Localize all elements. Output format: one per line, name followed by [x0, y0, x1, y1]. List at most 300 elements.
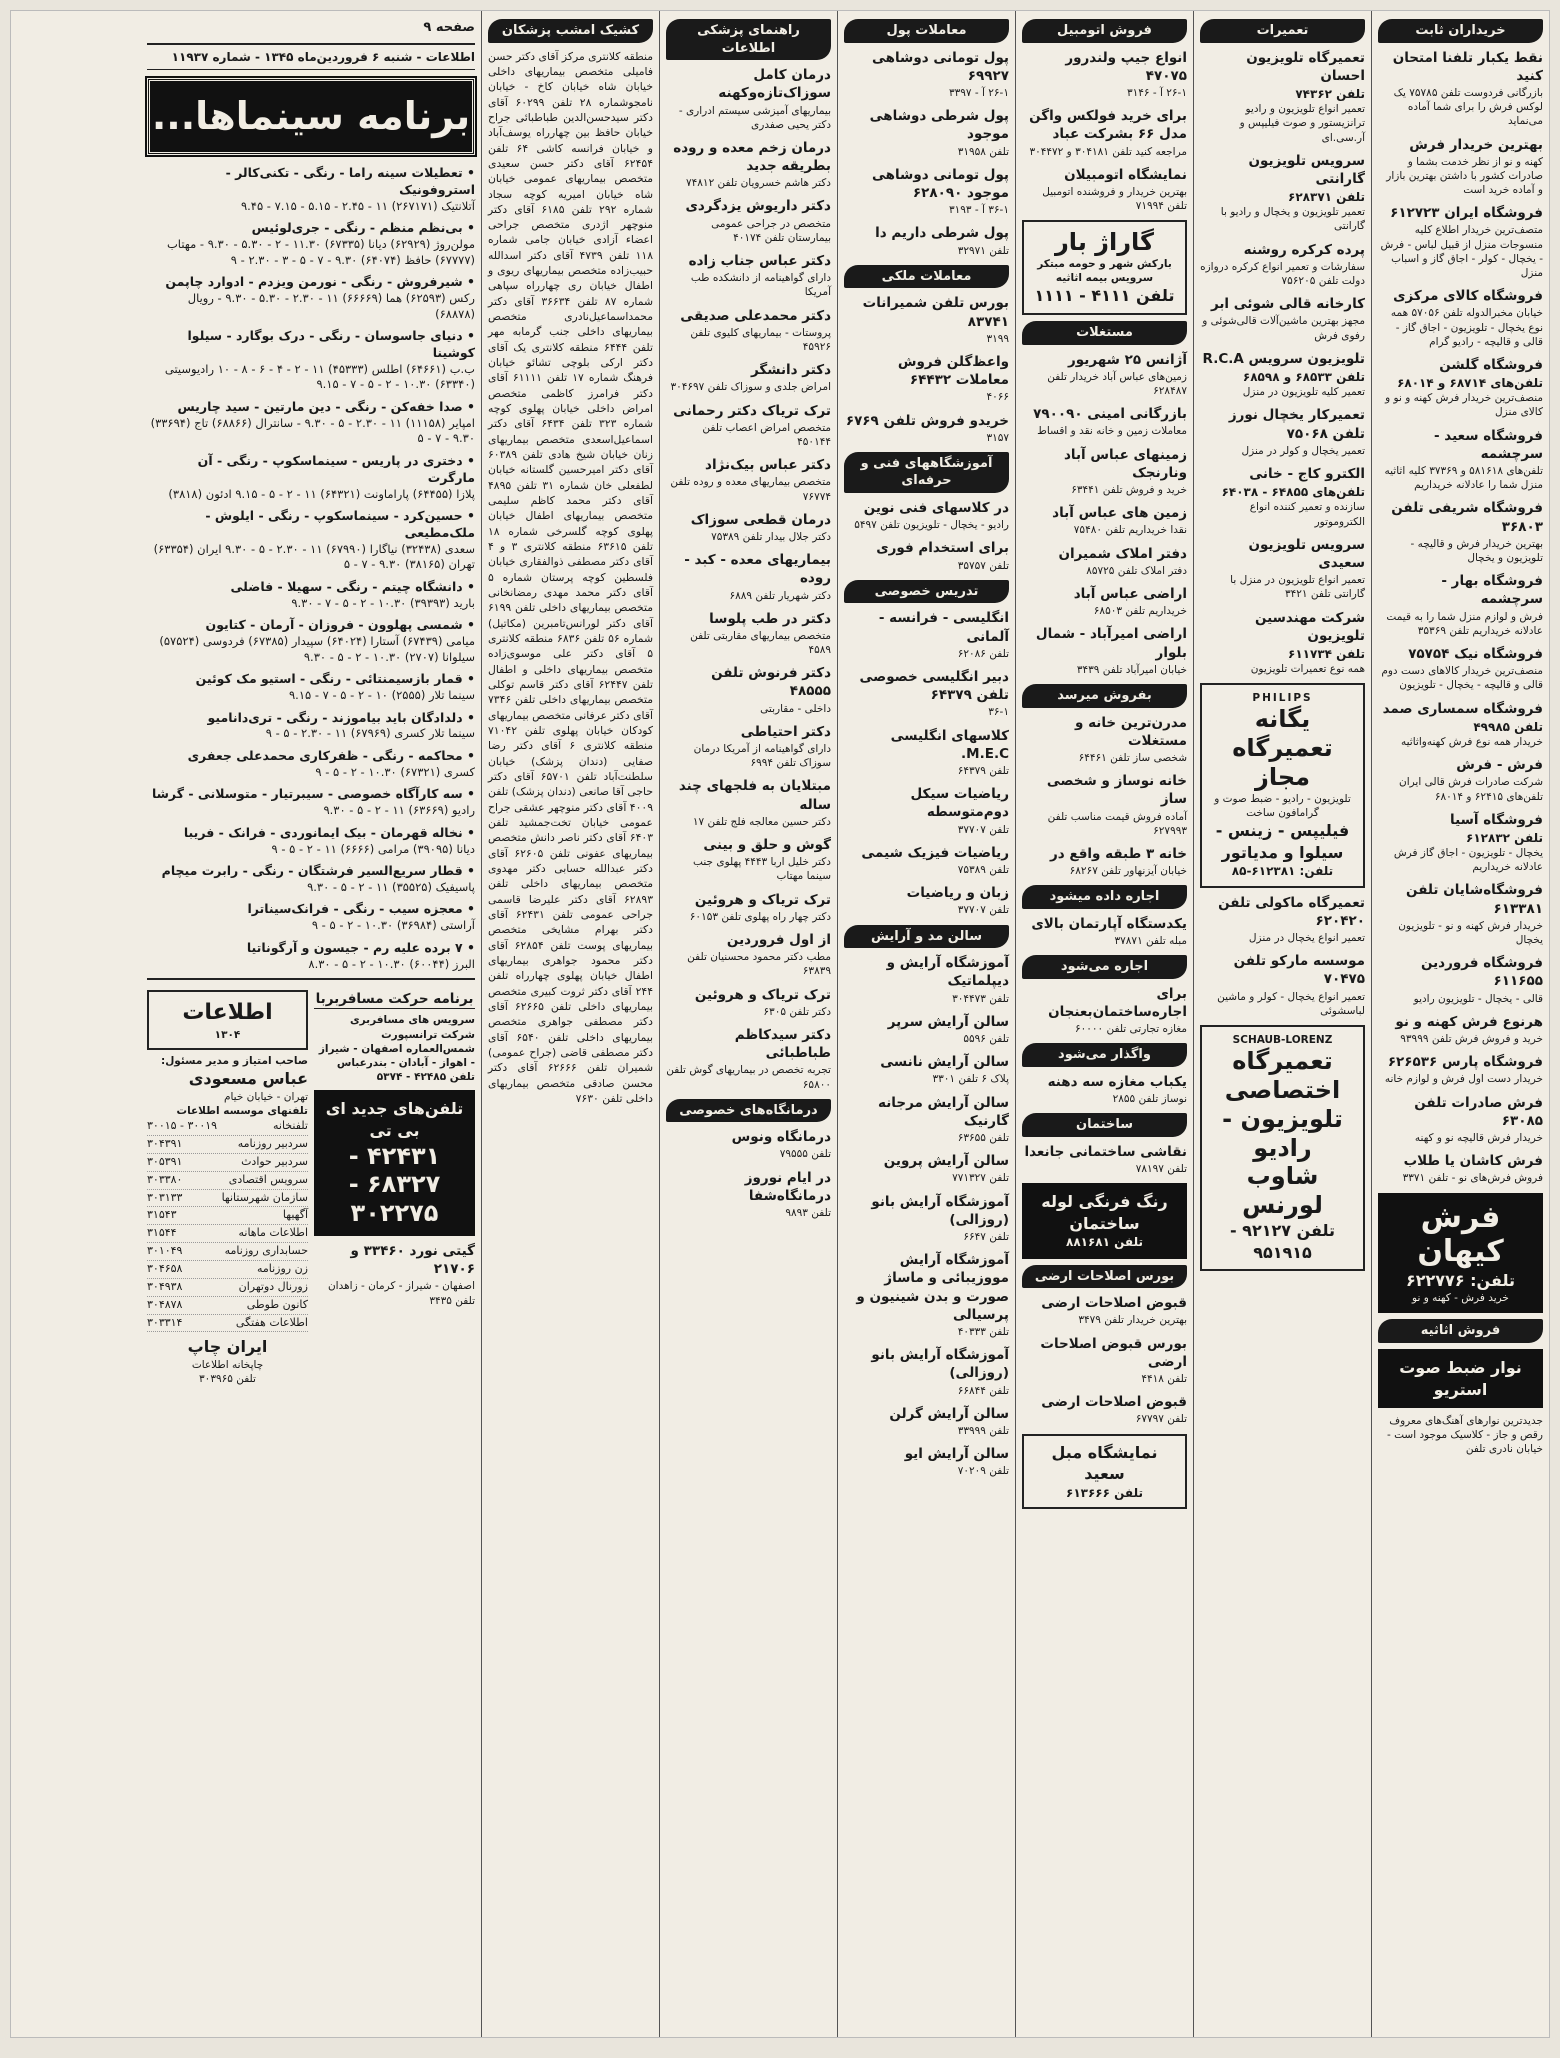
page-number: صفحه ۹	[423, 20, 475, 35]
classified-entry	[1378, 756, 1543, 804]
entry-body: پروستات - بیماریهای کلیوی تلفن ۴۵۹۲۶	[690, 326, 831, 353]
entry-title: دبیر انگلیسی خصوصی تلفن ۶۴۳۷۹	[859, 668, 1009, 704]
entry-title: بورس تلفن شمیرانات ۸۳۷۴۱	[862, 295, 1009, 330]
entry-body: بهترین خریدار فرش و قالیچه - تلویزیون و یخچال	[1410, 537, 1543, 565]
entry-title: یکدستگاه آپارتمان بالای	[1031, 915, 1187, 932]
brand-logo: SCHAUB-LORENZ	[1232, 1033, 1333, 1046]
staff-row	[147, 1172, 308, 1190]
staff-role: اطلاعات ماهانه	[238, 1226, 308, 1240]
entry-body: شرکت صادرات فرش قالی ایران تلفن‌های ۶۲۴۱۵ و ۶۸۰۱۴	[1399, 776, 1543, 803]
entry-title: آموزشگاه آرایش بانو (روزالی)	[871, 1347, 1009, 1382]
entry-body: مغازه تجارتی تلفن ۶۰۰۰۰	[1074, 1023, 1187, 1036]
movie-listing	[147, 710, 475, 742]
classified-entry	[666, 1169, 831, 1221]
page-header	[147, 17, 475, 45]
newspaper-page	[10, 10, 1550, 2038]
entry-title: سالن آرایش پروین	[883, 1153, 1009, 1170]
entry-body: تلفن ۷۹۵۵۵	[779, 1148, 831, 1161]
staff-role: حسابداری روزنامه	[224, 1244, 308, 1258]
staff-role: تلفنخانه	[273, 1119, 308, 1133]
entry-tel: تلفن‌های ۶۸۷۱۴ و ۶۸۰۱۴	[1397, 376, 1543, 391]
entry-body: مراجعه کنید تلفن ۳۰۴۱۸۱ و ۳۰۴۴۷۲	[1029, 145, 1187, 158]
movie-listing	[147, 940, 475, 972]
entry-title: زبان و ریاضیات	[906, 885, 1009, 902]
movie-showtimes: سینما تلار (۲۵۵۵) ۱۰ - ۲ - ۵ - ۷ - ۹.۱۵	[288, 688, 475, 703]
entry-title: نقاشی ساختمانی جانعدا	[1024, 1143, 1187, 1160]
column-5	[659, 11, 837, 2037]
owner-name: عباس مسعودی	[188, 1069, 308, 1089]
entry-body: دکتر شهریار تلفن ۶۸۸۹	[729, 589, 831, 602]
movie-title: • دنیای جاسوسان - رنگی - درک بوگارد - سیلوا کوشینا	[147, 328, 475, 362]
entry-title: فروشگاه سمساری صمد	[1382, 700, 1543, 717]
entry-title: دکتر عباس بیک‌نژاد	[705, 457, 831, 474]
entry-body: دکتر حسین معالجه فلج تلفن ۱۷	[692, 815, 831, 828]
entry-title: درمانگاه ونوس	[731, 1129, 831, 1146]
section-banner: اجاره داده میشود	[1022, 885, 1187, 909]
staff-tel: ۳۰۴۸۷۸	[147, 1297, 183, 1311]
entry-body: خریدار فرش کهنه و نو - تلویزیون یخچال	[1398, 919, 1543, 947]
entry-title: درمان کامل سوزاک‌تازه‌وکهنه	[718, 67, 831, 102]
classified-entry	[666, 252, 831, 300]
classified-entry	[666, 66, 831, 132]
staff-tel: ۳۰۰۱۹ - ۳۰۰۱۵	[147, 1119, 218, 1133]
classified-entry	[1378, 572, 1543, 638]
entry-title: خریدو فروش تلفن ۶۷۶۹	[845, 412, 1009, 429]
staff-tel: ۳۰۱۰۴۹	[147, 1244, 183, 1258]
movie-title: • سه کارآگاه خصوصی - سیبرتیار - متوسلانی - گرشا	[147, 786, 475, 803]
ad-tel: تلفن ۸۸۱۶۸۱	[1066, 1235, 1143, 1250]
classified-entry	[844, 166, 1009, 218]
movie-showtimes: آراستی (۳۶۹۸۴) ۱۰.۳۰ - ۲ - ۵ - ۹	[311, 918, 475, 933]
classified-entry	[1378, 1013, 1543, 1046]
logo-text: اطلاعات	[182, 1000, 273, 1026]
classified-list	[844, 499, 1009, 573]
entry-body: دفتر املاک تلفن ۸۵۷۲۵	[1086, 564, 1187, 577]
classified-entry	[1022, 545, 1187, 578]
entry-body: تلفن‌های ۵۸۱۶۱۸ و ۳۷۳۶۹ کلیه اثاثیه منزل شما را عادلانه خریداریم	[1384, 465, 1543, 492]
travel-section	[314, 986, 475, 1386]
entry-body: خریداریم تلفن ۶۸۵۰۳	[1093, 605, 1187, 618]
staff-tel: ۳۰۳۳۸۰	[147, 1172, 183, 1186]
classified-list	[1022, 915, 1187, 948]
entry-title: درمان قطعی سوزاک	[690, 511, 831, 528]
entry-body: تلفن ۶۷۷۹۷	[1135, 1413, 1187, 1426]
entry-title: اراضی عباس آباد	[1073, 585, 1187, 602]
classified-entry	[1200, 465, 1365, 529]
entry-body: متصف‌ترین خریدار اطلاع کلیه منسوجات منزل از قبیل لباس - فرش - یخچال - کولر - اجاق گاز و اسباب منزل	[1380, 224, 1543, 279]
entry-title: برای استخدام فوری	[876, 540, 1009, 557]
entry-body: ۳۱۵۷	[986, 431, 1009, 444]
entry-title: فروشگاه گلشن	[1439, 356, 1543, 373]
classified-entry	[1022, 1143, 1187, 1176]
movie-title: • شمسی پهلوون - فروزان - آرمان - کتایون	[147, 617, 475, 634]
classified-entry	[844, 224, 1009, 257]
entry-title: هرنوع فرش کهنه و نو	[1395, 1013, 1543, 1030]
staff-row	[147, 1261, 308, 1279]
entry-title: دکتر احتیاطی	[740, 723, 831, 740]
entry-body: داخلی - مقاربتی	[760, 702, 831, 715]
entry-title: قبوض اصلاحات ارضی	[1041, 1394, 1187, 1411]
entry-title: دکتر داریوش یزدگردی	[685, 198, 831, 215]
movie-title: • محاکمه - رنگی - ظفر‌کاری محمدعلی جعفری	[147, 748, 475, 765]
entry-body: نقدا خریداریم تلفن ۷۵۴۸۰	[1073, 524, 1187, 537]
entry-body: کهنه و نو از نظر خدمت بشما و صادرات کشور با داشتن بهترین بازار و آماده خرید است	[1386, 155, 1543, 197]
entry-body: تلفن ۴۰۳۳۳	[957, 1325, 1009, 1338]
section-banner: فروش اتومبیل	[1022, 19, 1187, 43]
classified-entry	[1022, 1335, 1187, 1387]
staff-tel: ۳۰۳۱۳۳	[147, 1190, 183, 1204]
entry-tel: تلفن ۴۹۹۸۵	[1473, 719, 1543, 734]
classified-list	[1022, 49, 1187, 214]
entry-body: خیابان مخبرالدوله تلفن ۵۷۰۵۶ همه نوع یخچال - تلویزیون - اجاق گاز - قالی و قالیچه - رادیو گرام	[1390, 307, 1543, 348]
entry-title: برای خرید فولکس واگن مدل ۶۶ بشرکت عباد	[1029, 108, 1187, 143]
classified-entry	[1378, 1053, 1543, 1086]
section-banner: راهنمای پزشکی اطلاعات	[666, 19, 831, 60]
entry-title: اراضی امیرآباد - شمال بلوار	[1035, 626, 1187, 661]
movie-listing	[147, 825, 475, 857]
classified-entry	[666, 1128, 831, 1161]
movie-listing	[147, 453, 475, 502]
ad-title: رنگ فرنگی لوله ساختمان	[1041, 1192, 1168, 1233]
classified-entry	[1022, 585, 1187, 618]
movie-showtimes: دیانا (۳۹۰۹۵) مرامی (۶۶۶۶) ۱۱ - ۲ - ۵ - ۹	[271, 841, 475, 856]
classified-list	[844, 49, 1009, 258]
section-banner: ساختمان	[1022, 1113, 1187, 1137]
entry-body: خیابان آیزنهاور تلفن ۶۸۲۶۷	[1069, 865, 1187, 878]
ibt-ad	[314, 1090, 475, 1236]
classified-entry	[1022, 985, 1187, 1037]
classified-entry	[844, 844, 1009, 877]
column-7	[141, 11, 481, 2037]
classified-entry	[844, 353, 1009, 405]
section-banner: بورس اصلاحات ارضی	[1022, 1265, 1187, 1289]
movie-showtimes: آتلانتیک (۲۶۷۱۷۱) ۱۱ - ۲.۴۵ - ۵.۱۵ - ۷.۱۵ - ۹.۴۵	[240, 198, 475, 213]
classified-entry	[1200, 406, 1365, 458]
ad-brands: فیلیپس - زینس - سیلوا و مدیاتور	[1215, 821, 1350, 862]
newspaper-logo	[147, 990, 308, 1050]
classified-list	[844, 609, 1009, 917]
entry-body: متخصص امراض اعصاب تلفن ۴۵۰۱۴۴	[702, 421, 831, 448]
entry-body: تلفن ۳۵۷۵۷	[957, 559, 1009, 572]
entry-title: گوش و حلق و بینی	[703, 837, 831, 854]
entry-tel: تلفن ۶۸۵۳۳ و ۶۸۵۹۸	[1242, 370, 1365, 384]
classified-entry	[1200, 295, 1365, 343]
classified-list	[1022, 351, 1187, 677]
classified-entry	[1200, 241, 1365, 289]
classified-entry	[1022, 446, 1187, 498]
entry-body: تلفن ۷۵۳۸۹	[957, 864, 1009, 876]
movie-showtimes: سینما تلار کسری (۶۷۹۶۹) ۱۱ - ۲.۳۰ - ۵ - ۹	[265, 726, 475, 741]
ad-sub: تلویزیون - رادیو - ضبط صوت و گرامافون ساخت	[1214, 792, 1351, 820]
column-2	[1193, 11, 1371, 2037]
movie-title: • ۷ برده علیه رم - جیسون و آرگوناتیا	[147, 940, 475, 957]
classified-entry	[1378, 811, 1543, 875]
owner-label: صاحب امتیاز و مدیر مسئول:	[161, 1055, 308, 1068]
column-3	[1015, 11, 1193, 2037]
entry-body: خیابان امیرآباد تلفن ۳۴۳۹	[1076, 663, 1187, 676]
classified-entry	[1200, 152, 1365, 234]
entry-tel: تلفن ۶۲۸۳۷۱	[1288, 190, 1365, 205]
entry-body: تلفن ۶۳۶۵۵	[957, 1131, 1009, 1144]
classified-entry	[1200, 609, 1365, 677]
classified-entry	[1022, 405, 1187, 438]
ad-tel: تلفن ۴۱۱۱ - ۱۱۱۱	[1034, 286, 1175, 306]
ad-title: نمایشگاه مبل سعید	[1051, 1442, 1158, 1484]
movie-showtimes: مولن‌روژ (۶۲۹۲۹) دیانا (۶۷۳۳۵) ۱۱.۳۰ - ۲ - ۵.۳۰ - ۹.۳۰ - مهتاب (۶۷۷۷۷) حافظ (۶۴۰۷۴) ۹.۳۰ - ۷ - ۵ - ۳ - ۲.۳۰ - ۹	[166, 237, 475, 267]
section-banner: آموزشگاههای فنی و حرفه‌ای	[844, 452, 1009, 493]
entry-body: تلفن ۳۳۹۹۹	[957, 1424, 1009, 1437]
entry-body: ۴۰۶۶	[986, 391, 1009, 404]
classified-entry	[1022, 504, 1187, 537]
pipe-ad	[1022, 1183, 1187, 1258]
classified-entry	[666, 931, 831, 979]
movie-showtimes: امپایر (۱۱۱۵۸) ۱۱ - ۲.۳۰ - ۵ - ۹.۳۰ - سانترال (۶۸۸۶۶) تاج (۳۳۶۹۴) ۹.۳۰ - ۷ - ۵	[150, 415, 475, 446]
staff-tel: ۳۱۵۴۳	[147, 1208, 177, 1222]
entry-title: فرش کاشان یا طلاب	[1403, 1153, 1543, 1170]
entry-body: تلفن ۷۰۲۰۹	[957, 1465, 1009, 1478]
ad-sub2: شاوب لورنس	[1242, 1162, 1323, 1220]
staff-tel: ۳۰۴۶۵۸	[147, 1261, 183, 1275]
entry-body: تعمیر انواع یخچال - کولر و ماشین لباسشوئی	[1217, 990, 1365, 1017]
classified-entry	[1022, 1073, 1187, 1106]
classified-entry	[1200, 536, 1365, 602]
movie-listing	[147, 399, 475, 447]
staff-role: زن روزنامه	[256, 1261, 308, 1275]
column-6	[481, 11, 659, 2037]
ad-sub: تلویزیون - رادیو	[1222, 1104, 1343, 1162]
entry-title: درمان زخم معده و روده بطریقه جدید	[673, 139, 831, 175]
entry-body: ۳۶-۱	[988, 706, 1009, 719]
classified-entry	[1022, 845, 1187, 878]
section-banner: سالن مد و آرایش	[844, 925, 1009, 949]
movie-listing	[147, 274, 475, 322]
classified-entry	[844, 294, 1009, 346]
entry-body: منصف‌ترین خریدار کالاهای دست دوم قالی و قالیچه - یخچال - تلویزیون	[1381, 665, 1543, 692]
entry-title: ترک تریاک دکتر رحمانی	[673, 402, 831, 419]
entry-title: پول تومانی دوشاهی موجود ۶۲۸۰۹۰	[871, 166, 1009, 201]
entry-body: تلفن ۷۷۱۳۲۷	[952, 1172, 1009, 1185]
classified-list	[666, 1128, 831, 1220]
classified-entry	[844, 884, 1009, 917]
classified-entry	[844, 1251, 1009, 1339]
garage-ad	[1022, 220, 1187, 315]
entry-title: فروشگاه کالای مرکزی	[1393, 288, 1543, 305]
staff-row	[147, 1190, 308, 1208]
classified-list	[1200, 49, 1365, 677]
entry-title: پول تومانی دوشاهی ۶۹۹۲۷	[871, 49, 1009, 84]
staff-row	[147, 1118, 308, 1136]
entry-title: سالن آرایش نانسی	[880, 1054, 1009, 1071]
entry-title: پول شرطی دوشاهی موجود	[869, 108, 1009, 143]
classified-entry	[844, 1152, 1009, 1185]
movie-listing	[147, 579, 475, 611]
staff-row	[147, 1136, 308, 1154]
movie-listing	[147, 786, 475, 818]
entry-body: تلفن ۹۸۹۳	[785, 1207, 831, 1220]
entry-title: دفتر املاک شمیران	[1058, 545, 1187, 562]
classified-entry	[844, 1094, 1009, 1146]
classified-list	[1378, 49, 1543, 1186]
entry-tel: تلفن ۷۴۳۶۲	[1295, 86, 1365, 101]
entry-title: در ایام نوروز درمانگاه‌شفا	[744, 1169, 831, 1204]
classified-entry	[844, 1405, 1009, 1438]
classified-entry	[844, 539, 1009, 572]
entry-title: از اول فروردین	[726, 931, 831, 948]
entry-body: آماده فروش قیمت مناسب تلفن ۶۲۷۹۹۳	[1047, 810, 1187, 837]
classified-entry	[844, 1053, 1009, 1086]
entry-body: فرش و لوازم منزل شما را به قیمت عادلانه خریداریم تلفن ۳۵۳۶۹	[1386, 610, 1543, 637]
classified-entry	[1022, 625, 1187, 677]
travel-title: برنامه حرکت مسافربربا	[314, 990, 475, 1009]
staff-role: زورنال دوتهران	[238, 1279, 308, 1293]
classified-entry	[666, 456, 831, 504]
movie-showtimes: رادیو (۶۳۶۶۹) ۱۱ - ۲ - ۵ - ۹.۳۰	[323, 803, 475, 818]
movie-title: • تعطیلات سینه راما - رنگی - تکنی‌کالر - استروفونیک	[147, 165, 475, 199]
classified-entry	[844, 49, 1009, 101]
entry-title: انواع جیپ ولندرور ۴۷۰۷۵	[1065, 49, 1187, 84]
entry-body: مبله تلفن ۳۷۸۷۱	[1114, 935, 1187, 948]
classified-entry	[1200, 49, 1365, 145]
movie-title: • دختری در پاریس - سینماسکوپ - رنگی - آن مارگرت	[147, 453, 475, 487]
entry-title: فروشگاه نیک ۷۵۷۵۴	[1408, 645, 1543, 662]
classified-entry	[844, 1346, 1009, 1398]
section-banner: خریداران ثابت	[1378, 19, 1543, 43]
entry-title: زمین های عباس آباد	[1052, 505, 1187, 522]
classified-entry	[1378, 881, 1543, 947]
entry-body: دکتر خلیل اربا ۴۴۴۳ پهلوی جنب سینما مهتاب	[693, 856, 831, 883]
movie-listing	[147, 617, 475, 665]
classified-entry	[1022, 49, 1187, 101]
movie-title: • معجزه سیب - رنگی - فرانک‌سیناترا	[147, 901, 475, 918]
classified-entry	[1200, 952, 1365, 1018]
entry-title: آموزشگاه آرایش بانو (روزالی)	[871, 1193, 1009, 1228]
entry-body: تعمیر انواع یخچال در منزل	[1248, 932, 1365, 945]
entry-title: دکتر در طب پلوسا	[709, 610, 831, 627]
classified-entry	[666, 891, 831, 924]
movie-listing	[147, 671, 475, 703]
column-4	[837, 11, 1015, 2037]
classified-entry	[666, 197, 831, 245]
section-banner: درمانگاه‌های خصوصی	[666, 1099, 831, 1123]
cinema-list	[147, 165, 475, 972]
staff-role: سرویس اقتصادی	[228, 1172, 308, 1186]
classified-entry	[666, 511, 831, 544]
entry-title: مبتلایان به فلجهای چند ساله	[678, 778, 831, 813]
movie-showtimes: سعدی (۳۲۴۳۸) نیاگارا (۶۷۹۹۰) ۱۱ - ۲.۳۰ - ۵ - ۹.۳۰ ایران (۶۳۳۵۴) تهران (۳۸۱۶۵) ۹.۳۰ - ۷ - ۵	[153, 541, 475, 572]
entry-title: پول شرطی داریم دا	[875, 225, 1009, 242]
entry-title: تعمیرکار یخچال نورز تلفن ۷۵۰۶۸	[1228, 407, 1365, 442]
entry-title: پرده کرکره روشنه	[1243, 241, 1365, 258]
entry-title: بازرگانی امینی ۷۹۰۰۹۰	[1033, 406, 1187, 423]
ad-title: تعمیرگاه اختصاصی	[1224, 1047, 1341, 1104]
classified-entry	[1022, 714, 1187, 766]
printer-block	[147, 1336, 308, 1386]
staff-tel: ۳۱۵۴۴	[147, 1226, 177, 1240]
movie-title: • دانشگاه چیتم - رنگی - سهیلا - فاضلی	[147, 579, 475, 596]
classified-entry	[1200, 350, 1365, 400]
classified-entry	[666, 361, 831, 394]
classified-entry	[844, 1445, 1009, 1478]
entry-body: تلفن ۶۴۳۷۹	[957, 765, 1009, 777]
section-banner: تدریس خصوصی	[844, 580, 1009, 604]
entry-body: سازنده و تعمیر کننده انواع الکتروموتور	[1249, 501, 1365, 528]
entry-body: همه نوع تعمیرات تلویزیون	[1250, 663, 1365, 676]
staff-role: کانون طوطی	[246, 1297, 308, 1311]
entry-tel: تلفن ۶۱۱۷۳۴	[1288, 646, 1365, 661]
entry-title: فروشگاه سعید - سرچشمه	[1433, 427, 1543, 462]
movie-showtimes: میامی (۶۷۴۳۹) آستارا (۶۴۰۲۴) سپیدار (۶۷۳۸۵) فردوسی (۵۷۵۲۴) سیلوانا (۲۷۰۷) ۱۰.۳۰ - ۲ - ۵ - ۹.۳۰	[159, 634, 475, 664]
classified-entry	[1378, 645, 1543, 693]
entry-body: خریدار دست اول فرش و لوازم خانه	[1384, 1073, 1543, 1086]
printer-title: ایران چاپ	[187, 1337, 268, 1357]
entry-body: بیماریهای آمیزشی سیستم ادراری - دکتر یحیی صفدری	[678, 104, 831, 131]
classified-entry	[844, 499, 1009, 532]
entry-title: سرویس تلویزیون سعیدی	[1248, 536, 1365, 571]
classified-entry	[666, 551, 831, 603]
staff-row	[147, 1207, 308, 1225]
entry-body: خریدار فرش قالیچه نو و کهنه	[1414, 1132, 1543, 1145]
ad-body: جدیدترین نوارهای آهنگ‌های معروف رقص و جاز - کلاسیک موجود است - خیابان نادری تلفن	[1386, 1415, 1543, 1456]
classified-entry	[844, 1193, 1009, 1245]
section-banner: تعمیرات	[1200, 19, 1365, 43]
entry-body: متخصص در جراحی عمومی بیمارستان تلفن ۴۰۱۷۴	[711, 217, 831, 244]
movie-title: • قطار سریع‌السیر فرشتگان - رنگی - رابرت میچام	[147, 863, 475, 880]
staff-row	[147, 1154, 308, 1172]
entry-body: ۲۶-۱ آ - ۳۱۴۶	[1126, 86, 1187, 99]
entry-body: بازرگانی فردوست تلفن ۷۵۷۸۵ یک لوکس فرش را برای شما آماده می‌نماید	[1393, 86, 1543, 128]
masthead	[147, 986, 308, 1386]
entry-body: تلفن ۶۲۰۸۶	[957, 647, 1009, 660]
section-banner: معاملات ملکی	[844, 265, 1009, 289]
ad-tel: تلفن ۹۲۱۲۷ - ۹۵۱۹۱۵	[1229, 1220, 1336, 1262]
entry-title: سالن آرایش سرپر	[887, 1013, 1009, 1030]
entry-body: تعمیر کلیه تلویزیون در منزل	[1242, 386, 1365, 399]
entry-body: تلفن ۵۵۹۶	[963, 1032, 1009, 1045]
entry-title: تعمیرگاه ماکولی تلفن ۶۲۰۴۲۰	[1218, 894, 1365, 929]
classified-entry	[1022, 351, 1187, 399]
movie-listing	[147, 748, 475, 780]
entry-title: سالن آرایش مرجانه گارنیک	[878, 1094, 1009, 1129]
classified-list	[1022, 1294, 1187, 1426]
entry-title: فرش - فرش	[1456, 757, 1543, 774]
entry-body: تلفن ۶۶۴۷	[963, 1230, 1009, 1243]
section-banner: واگذار می‌شود	[1022, 1043, 1187, 1067]
entry-body: تعمیر انواع تلویزیون و رادیو ترانزیستور و صوت فیلیپس و آر.سی.ای	[1239, 103, 1365, 144]
entry-body: ۲۶-۱ آ - ۳۳۹۷	[948, 86, 1009, 99]
office-ad	[1022, 1434, 1187, 1509]
classified-entry	[1022, 1294, 1187, 1327]
classified-entry	[666, 139, 831, 191]
entry-body: تلفن ۳۲۹۷۱	[957, 244, 1009, 257]
entry-title: دکتر محمدعلی صدیقی	[680, 307, 831, 324]
movie-title: • قمار بازسیمنتائی - رنگی - استیو مک کوئین	[147, 671, 475, 688]
entry-title: کارخانه قالی شوئی ابر	[1210, 296, 1365, 313]
section-banner: کشیک امشب پزشکان	[488, 19, 653, 43]
issue-line: اطلاعات - شنبه ۶ فروردین‌ماه ۱۳۴۵ - شماره ۱۱۹۳۷	[147, 45, 475, 70]
classified-entry	[1022, 772, 1187, 838]
classified-entry	[1022, 166, 1187, 214]
classified-entry	[666, 836, 831, 884]
entry-title: کلاسهای انگلیسی M.E.C.	[890, 727, 1009, 762]
entry-title: آژانس ۲۵ شهریور	[1068, 351, 1187, 368]
movie-title: • نخاله قهرمان - بیک ایمانوردی - فرانک - فریبا	[147, 825, 475, 842]
entry-title: سالن آرایش گرلن	[889, 1405, 1009, 1422]
section-banner: معاملات پول	[844, 19, 1009, 43]
entry-body: متخصص بیماریهای مقاربتی تلفن ۴۵۸۹	[690, 629, 831, 657]
classified-list	[1022, 985, 1187, 1037]
entry-title: بیماریهای معده - کبد - روده	[684, 552, 831, 587]
entry-title: واعظ‌گلن فروش معاملات ۶۴۴۳۲	[897, 353, 1009, 389]
